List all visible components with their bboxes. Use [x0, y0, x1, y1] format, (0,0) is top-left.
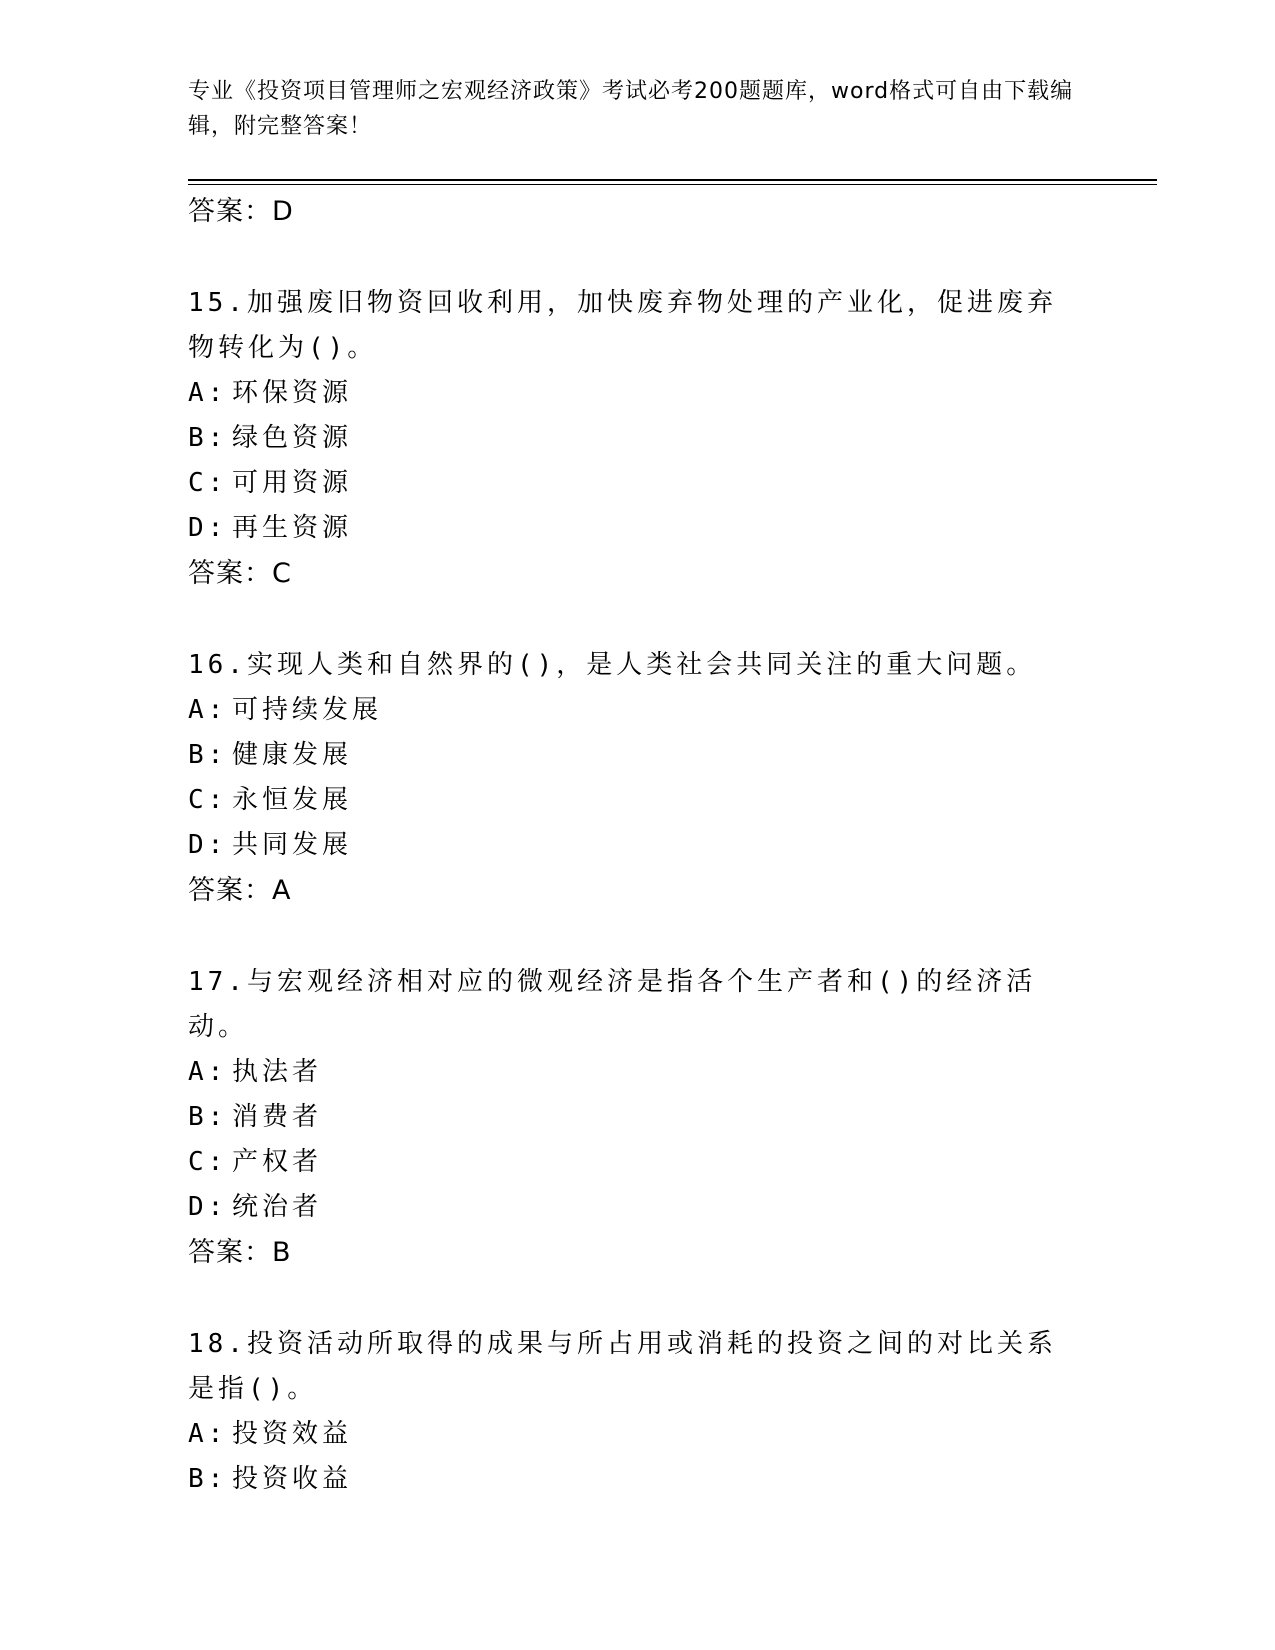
option-a — [188, 371, 1088, 416]
option-b — [188, 733, 1088, 778]
option-key: B: — [188, 1464, 228, 1494]
option-text: 永恒发展 — [232, 785, 353, 815]
option-text: 健康发展 — [232, 740, 353, 770]
option-key: D: — [188, 830, 228, 860]
question-text: 17.与宏观经济相对应的微观经济是指各个生产者和()的经济活动。 — [188, 967, 1037, 1042]
option-text: 绿色资源 — [232, 423, 353, 453]
option-key: A: — [188, 1419, 228, 1449]
option-b — [188, 1095, 1088, 1140]
option-c — [188, 1140, 1088, 1185]
question-text: 18.投资活动所取得的成果与所占用或消耗的投资之间的对比关系是指()。 — [188, 1329, 1057, 1404]
option-text: 环保资源 — [232, 378, 353, 408]
option-key: B: — [188, 740, 228, 770]
option-d — [188, 506, 1088, 551]
option-key: A: — [188, 695, 228, 725]
option-key: B: — [188, 423, 228, 453]
question-list — [188, 189, 1088, 1502]
option-c — [188, 461, 1088, 506]
option-key: B: — [188, 1102, 228, 1132]
question-item — [188, 281, 1088, 596]
question-text: 15.加强废旧物资回收利用，加快废弃物处理的产业化，促进废弃物转化为()。 — [188, 288, 1057, 363]
question-item — [188, 960, 1088, 1275]
question-text: 16.实现人类和自然界的()，是人类社会共同关注的重大问题。 — [188, 650, 1037, 680]
option-text: 再生资源 — [232, 513, 353, 543]
option-a — [188, 1050, 1088, 1095]
option-text: 可持续发展 — [232, 695, 383, 725]
header-rule-thick — [188, 179, 1157, 181]
answer-line: 答案：B — [188, 1237, 292, 1268]
option-c — [188, 778, 1088, 823]
option-text: 投资效益 — [232, 1419, 353, 1449]
question-item — [188, 643, 1088, 913]
option-key: D: — [188, 1192, 228, 1222]
option-key: D: — [188, 513, 228, 543]
option-key: C: — [188, 468, 228, 498]
option-key: C: — [188, 785, 228, 815]
option-b — [188, 1457, 1088, 1502]
option-key: C: — [188, 1147, 228, 1177]
option-text: 产权者 — [232, 1147, 323, 1177]
option-key: A: — [188, 378, 228, 408]
option-text: 执法者 — [232, 1057, 323, 1087]
question-item — [188, 1322, 1088, 1502]
header-rule-thin — [188, 184, 1157, 185]
option-a — [188, 1412, 1088, 1457]
option-d — [188, 823, 1088, 868]
option-a — [188, 688, 1088, 733]
option-d — [188, 1185, 1088, 1230]
option-key: A: — [188, 1057, 228, 1087]
answer-line: 答案：C — [188, 558, 292, 589]
option-text: 投资收益 — [232, 1464, 353, 1494]
option-text: 消费者 — [232, 1102, 323, 1132]
option-text: 可用资源 — [232, 468, 353, 498]
answer-line: 答案：A — [188, 875, 292, 906]
document-header: 专业《投资项目管理师之宏观经济政策》考试必考200题题库，word格式可自由下载编辑，附完整答案！ — [188, 79, 1074, 139]
option-text: 统治者 — [232, 1192, 323, 1222]
answer-line: 答案：D — [188, 196, 294, 227]
option-text: 共同发展 — [232, 830, 353, 860]
option-b — [188, 416, 1088, 461]
